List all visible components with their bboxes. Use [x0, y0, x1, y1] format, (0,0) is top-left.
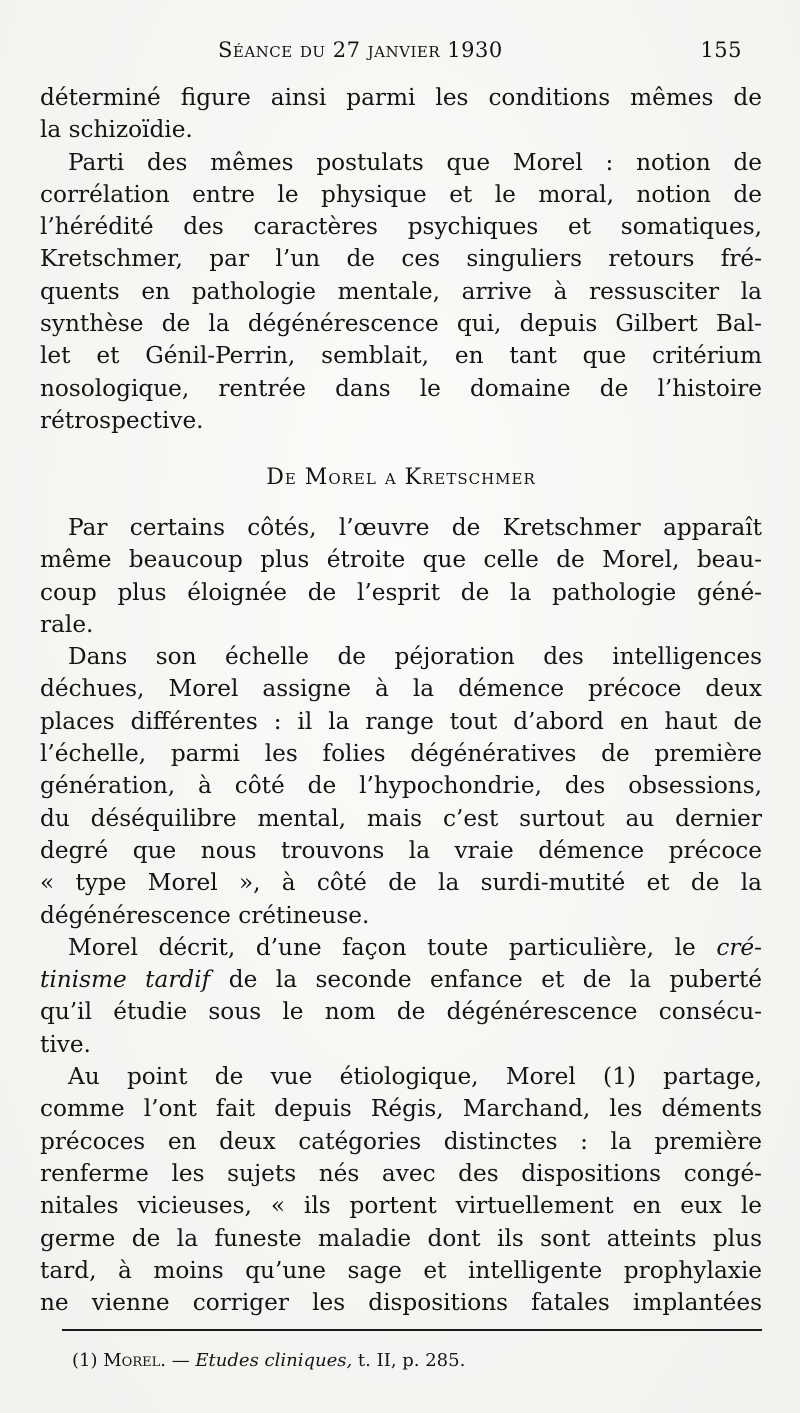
page-number: 155 [700, 38, 742, 62]
footnote-dash: — [165, 1350, 196, 1371]
text-line: « type Morel », à côté de la surdi-mutité et de la [40, 869, 762, 897]
footnote-rule [62, 1329, 762, 1331]
text-line-with-italic [40, 964, 762, 996]
text-line: coup plus éloignée de l’esprit de la pathologie géné- [40, 578, 762, 606]
text-line: précoces en deux catégories distinctes : la première [40, 1127, 762, 1155]
paragraph-block-2 [40, 512, 762, 1319]
text-line: renferme les sujets nés avec des dispositions congé- [40, 1159, 762, 1187]
text-line: Parti des mêmes postulats que Morel : notion de [68, 148, 762, 176]
text-line: let et Génil-Perrin, semblait, en tant que critérium [40, 342, 762, 370]
text-line: Dans son échelle de péjoration des intelligences [68, 643, 762, 671]
text-line: déchues, Morel assigne à la démence précoce deux [40, 675, 762, 703]
text-line: génération, à côté de l’hypochondrie, des obsessions, [40, 772, 762, 800]
text-line: l’hérédité des caractères psychiques et somatiques, [40, 213, 762, 241]
text-line: du déséquilibre mental, mais c’est surtout au dernier [40, 804, 762, 832]
footnote-reference: t. II, p. 285. [352, 1350, 466, 1371]
text-line: places différentes : il la range tout d’abord en haut de [40, 707, 762, 735]
footnote-author: Morel. [103, 1350, 166, 1371]
text-line: même beaucoup plus étroite que celle de Morel, beau- [40, 546, 762, 574]
paragraph-block-1 [40, 82, 762, 437]
text-line: dégénérescence crétineuse. [40, 901, 370, 929]
text-line: tive. [40, 1030, 91, 1058]
text-line: nosologique, rentrée dans le domaine de l’histoire [40, 374, 762, 402]
italic-segment: tinisme tardif [40, 966, 211, 994]
text-line: nitales vicieuses, « ils portent virtuellement en eux le [40, 1192, 762, 1220]
footnote-marker: (1) [72, 1350, 98, 1371]
text-line: qu’il étudie sous le nom de dégénérescence consécu- [40, 998, 762, 1026]
text-segment: de la seconde enfance et de la puberté [210, 966, 762, 994]
text-segment: Morel décrit, d’une façon toute particulière, le [68, 933, 717, 961]
text-line: l’échelle, parmi les folies dégénératives de première [40, 740, 762, 768]
running-title: Séance du 27 janvier 1930 [218, 38, 503, 62]
text-line: rétrospective. [40, 406, 204, 434]
footnote-work: Etudes cliniques, [195, 1350, 353, 1371]
italic-segment: cré- [716, 933, 762, 961]
text-line: ne vienne corriger les dispositions fatales implantées [40, 1289, 762, 1317]
text-line: comme l’ont fait depuis Régis, Marchand, les déments [40, 1095, 762, 1123]
text-line: quents en pathologie mentale, arrive à ressusciter la [40, 277, 762, 305]
running-head [40, 34, 760, 70]
footnote [72, 1348, 465, 1374]
text-line: tard, à moins qu’une sage et intelligente prophylaxie [40, 1256, 762, 1284]
text-line-with-italic [40, 932, 762, 964]
text-line: la schizoïdie. [40, 116, 193, 144]
text-line: degré que nous trouvons la vraie démence précoce [40, 836, 762, 864]
text-line: synthèse de la dégénérescence qui, depuis Gilbert Bal- [40, 310, 762, 338]
text-line: corrélation entre le physique et le moral, notion de [40, 180, 762, 208]
text-line: rale. [40, 610, 94, 638]
text-line: Par certains côtés, l’œuvre de Kretschmer apparaît [68, 514, 762, 541]
text-line: déterminé figure ainsi parmi les conditions mêmes de [40, 84, 762, 111]
text-line: Kretschmer, par l’un de ces singuliers retours fré- [40, 245, 762, 273]
section-heading: De Morel a Kretschmer [266, 465, 536, 490]
text-line: Au point de vue étiologique, Morel (1) partage, [68, 1063, 762, 1091]
text-line: germe de la funeste maladie dont ils sont atteints plus [40, 1224, 762, 1252]
